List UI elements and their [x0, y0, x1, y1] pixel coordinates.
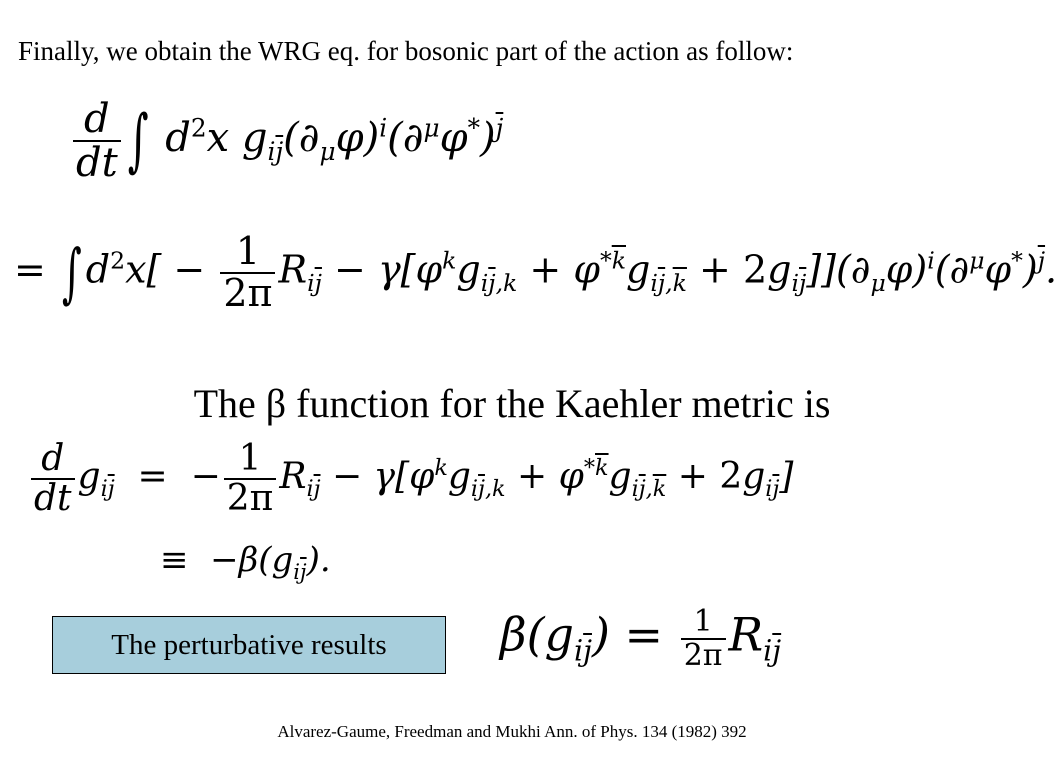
citation: Alvarez-Gaume, Freedman and Mukhi Ann. of Phys. 134 (1982) 392 — [277, 722, 747, 741]
intro-text: Finally, we obtain the WRG eq. for bosonic part of the action as follow: — [18, 36, 794, 66]
beta-function-heading — [0, 380, 1024, 427]
equation-wrg-lhs: $\frac{d}{dt}$ ∫ $d^2x$ $g_{i\overline{j}}(\partial_\mu\varphi)^i(\partial^\mu\varphi^*)^{\overline{j}}$ — [70, 98, 503, 184]
equation-wrg-rhs: = ∫ $d^2x$[ − $\frac{1}{2\pi}$ $R_{i\overline{j}} - \gamma[\varphi^kg_{i\overline{j},k} + \varphi^{*\overline{k}}g_{i\overline{j},\overline{k}} + 2g_{i\overline{j}}]](\partial_\mu\varphi)^i(\partial^\mu\varphi^*)^{\overline{j}}$. — [14, 229, 1057, 315]
heading-suffix: function for the Kaehler metric is — [286, 381, 831, 426]
equation-beta-line2: ≡ $-\beta(g_{i\overline{j}})$. — [160, 540, 331, 584]
equation-beta-result: $\beta(g_{i\overline{j}})$ = $\frac{1}{2\pi}$ $R_{i\overline{j}}$ — [500, 604, 782, 673]
equation-beta-line1: $\frac{d}{dt}$ $g_{i\overline{j}}$ = − $\frac{1}{2\pi}$ $R_{i\overline{j}} - \gamma[\varphi^kg_{i\overline{j},k} + \varphi^{*\overline{k}}g_{i\overline{j},\overline{k}} + 2g_{i\overline{j}}]$ — [28, 440, 793, 518]
beta-symbol: β — [265, 381, 287, 426]
perturbative-results-box: The perturbative results — [52, 616, 446, 674]
heading-prefix: The — [193, 381, 266, 426]
